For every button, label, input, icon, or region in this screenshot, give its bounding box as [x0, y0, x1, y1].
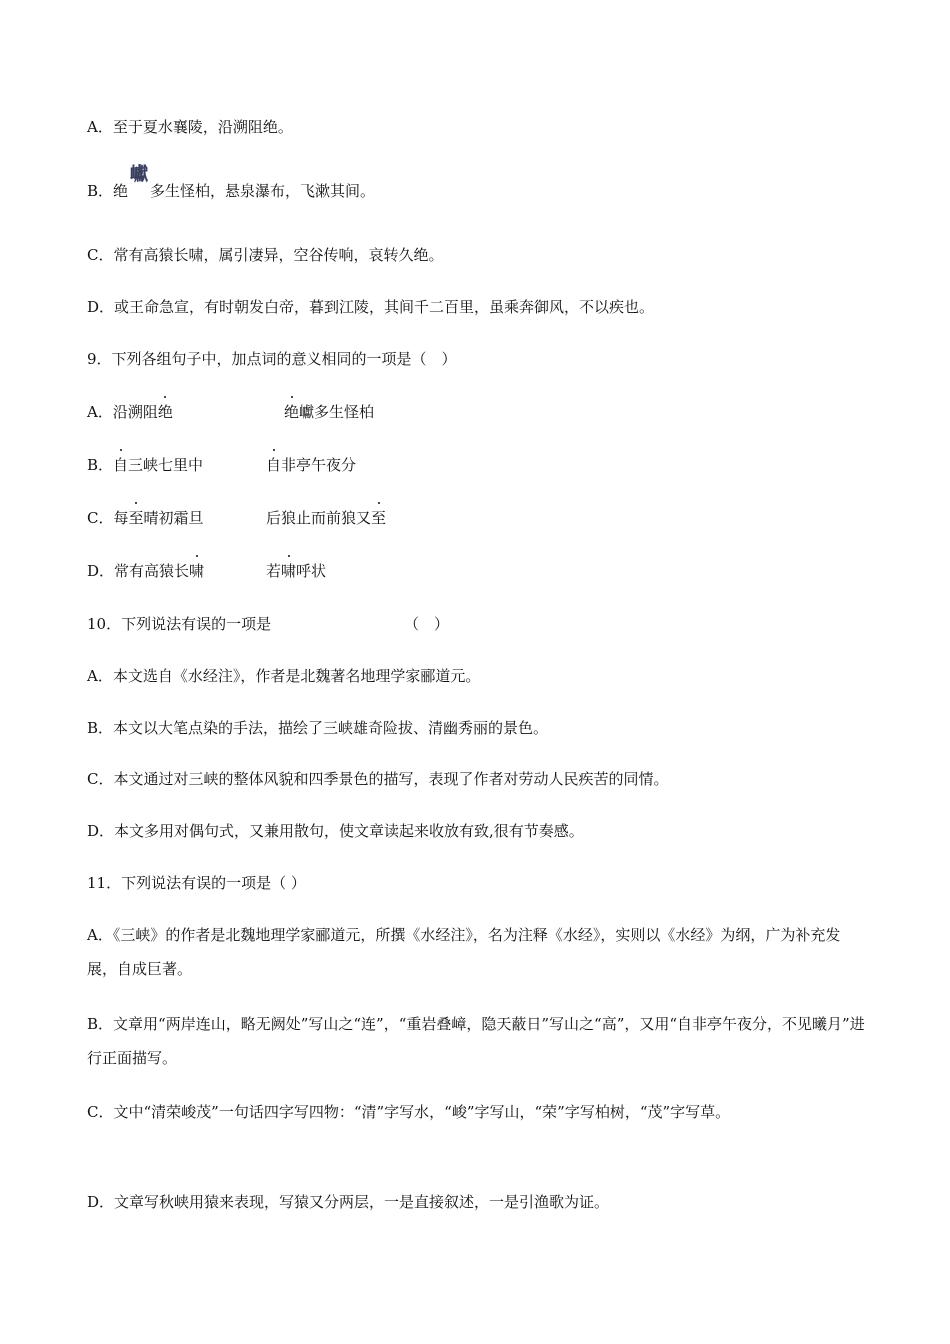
option-text: 《三峡》的作者是北魏地理学家郦道元，所撰《水经注》，名为注释《水经》，实则以《水经》为纲，广为补充发展，自成巨著。 — [87, 926, 841, 978]
option-text-post: 多生怪柏，悬泉瀑布，飞漱其间。 — [150, 182, 376, 200]
sentence-text: 沿溯阻 — [112, 403, 158, 421]
dotted-word: 啸 — [281, 562, 297, 580]
sentence-text: 晴初霜旦 — [143, 509, 204, 527]
q10-stem: 10．下列说法有误的一项是 — [87, 615, 272, 633]
sentence-text: 每 — [113, 509, 129, 527]
q9-option-c — [87, 508, 204, 528]
dotted-word: 至 — [371, 509, 387, 527]
option-text: 文章用“两岸连山，略无阙处”写山之“连”，“重岩叠嶂，隐天蔽日”写山之“高”，又用“自非亭午夜分，不见曦月”进行正面描写。 — [87, 1015, 865, 1067]
dotted-word: 啸 — [189, 562, 205, 580]
option-text: 至于夏水襄陵，沿溯阻绝。 — [112, 118, 293, 136]
sentence-text: 巘多生怪柏 — [299, 403, 375, 421]
option-text: 或王命急宣，有时朝发白帝，暮到江陵，其间千二百里，虽乘奔御风，不以疾也。 — [114, 298, 655, 316]
option-label: B． — [87, 456, 114, 474]
sentence-text: 后狼止而前狼又 — [266, 509, 372, 527]
q10-option-c — [87, 769, 669, 789]
dotted-word: 至 — [128, 509, 144, 527]
option-text: 本文多用对偶句式，又兼用散句，使文章读起来收放有致,很有节奏感。 — [114, 822, 584, 840]
q9-option-c-sentence-2 — [266, 508, 386, 528]
q9-option-d — [87, 561, 204, 581]
q11-option-b — [87, 1007, 865, 1075]
q9-option-a — [87, 402, 173, 422]
q11-stem: 11．下列说法有误的一项是（ ） — [87, 874, 306, 892]
option-label: C． — [87, 1103, 114, 1121]
option-label: D． — [87, 822, 115, 840]
option-text: 常有高猿长啸，属引凄异，空谷传响，哀转久绝。 — [113, 246, 444, 264]
q8-option-d — [87, 297, 654, 317]
dotted-word: 自 — [113, 456, 129, 474]
dotted-word: 绝 — [284, 403, 300, 421]
option-label: A． — [87, 667, 113, 685]
q10-option-d — [87, 821, 584, 841]
option-label: D． — [87, 562, 115, 580]
option-label: C． — [87, 509, 114, 527]
option-label: A． — [87, 926, 113, 944]
q11-option-d — [87, 1192, 609, 1212]
q11-option-c — [87, 1095, 865, 1129]
option-label: B． — [87, 182, 114, 200]
sentence-text: 若 — [266, 562, 282, 580]
q10-option-a — [87, 666, 480, 686]
option-text-pre: 绝 — [113, 182, 129, 200]
option-label: A． — [87, 118, 113, 136]
option-text: 文中“清荣峻茂”一句话四字写四物：“清”字写水，“峻”字写山，“荣”字写柏树，“茂”字写草。 — [113, 1103, 731, 1121]
option-label: D． — [87, 298, 115, 316]
option-label: C． — [87, 246, 114, 264]
dotted-word: 自 — [266, 456, 282, 474]
option-label: D． — [87, 1193, 115, 1211]
q9-stem: 9．下列各组句子中，加点词的意义相同的一项是（ ） — [87, 350, 457, 368]
option-label: A． — [87, 403, 113, 421]
option-label: B． — [87, 719, 114, 737]
sentence-text: 常有高猿长 — [114, 562, 190, 580]
q9-option-b — [87, 455, 203, 475]
q9-option-a-sentence-2 — [284, 402, 374, 422]
answer-bracket: （ ） — [404, 615, 450, 633]
dotted-word: 绝 — [157, 403, 173, 421]
option-label: B． — [87, 1015, 114, 1033]
q9-option-d-sentence-2 — [266, 561, 326, 581]
option-text: 文章写秋峡用猿来表现，写猿又分两层，一是直接叙述，一是引渔歌为证。 — [114, 1193, 610, 1211]
option-label: C． — [87, 770, 114, 788]
q9-option-b-sentence-2 — [266, 455, 356, 475]
q10-option-b — [87, 718, 548, 738]
option-text: 本文通过对三峡的整体风貌和四季景色的描写，表现了作者对劳动人民疾苦的同情。 — [113, 770, 669, 788]
rare-character-image: 巘 — [130, 164, 149, 185]
sentence-text: 三峡七里中 — [128, 456, 204, 474]
q8-option-b — [87, 164, 376, 201]
sentence-text: 非亭午夜分 — [281, 456, 357, 474]
q8-option-c — [87, 245, 444, 265]
option-text: 本文选自《水经注》，作者是北魏著名地理学家郦道元。 — [112, 667, 481, 685]
sentence-text: 呼状 — [296, 562, 327, 580]
q11-option-a — [87, 918, 865, 986]
q8-option-a — [87, 117, 293, 137]
option-text: 本文以大笔点染的手法，描绘了三峡雄奇险拔、清幽秀丽的景色。 — [113, 719, 549, 737]
